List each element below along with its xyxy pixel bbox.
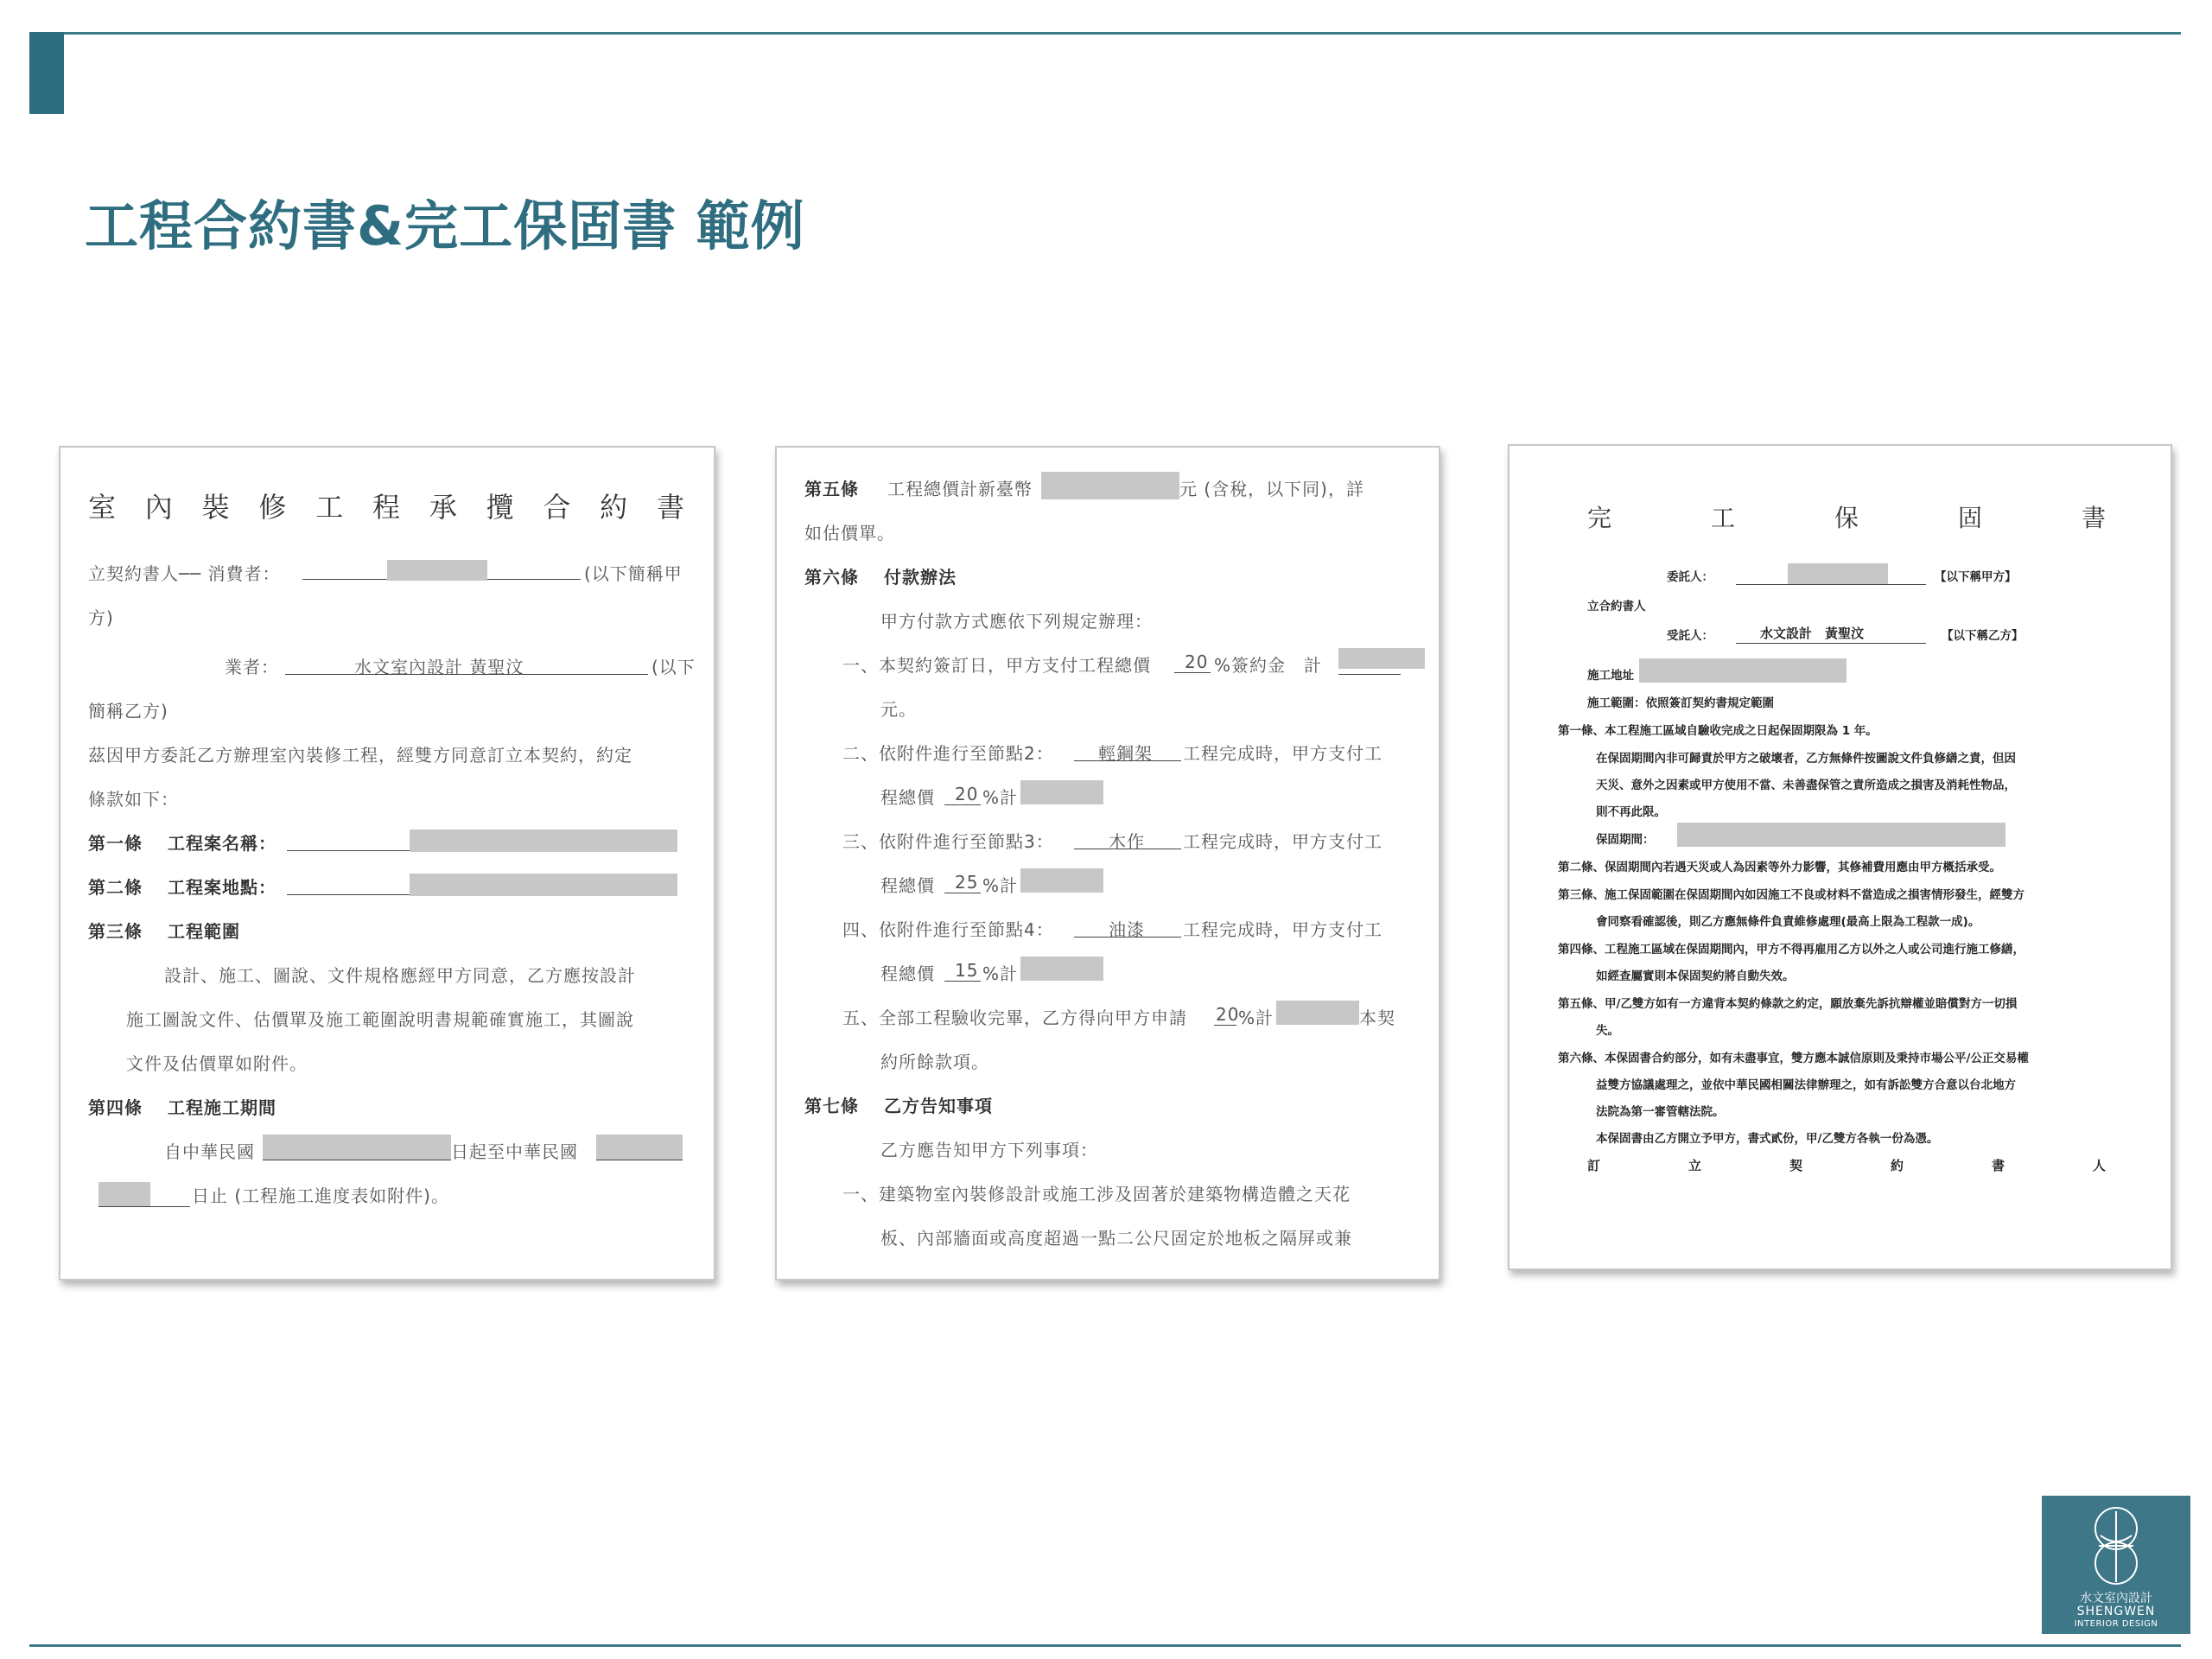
redaction bbox=[1020, 868, 1103, 893]
redaction bbox=[410, 874, 677, 896]
signature-line: 訂 立 契 約 書 人 bbox=[1587, 1158, 2106, 1173]
top-divider bbox=[29, 32, 2181, 35]
contractor-name: 水文室內設計 黃聖汶 bbox=[354, 657, 524, 677]
company-logo bbox=[2042, 1496, 2190, 1634]
contract-title: 室 內 裝 修 工 程 承 攬 合 約 書 bbox=[88, 491, 684, 524]
bottom-divider bbox=[29, 1644, 2181, 1647]
article-number: 第一條 bbox=[88, 833, 143, 854]
contract-page: 室 內 裝 修 工 程 承 攬 合 約 書 立契約書人── 消費者： (以下簡稱甲 方) 業者： 水文室內設計 黃聖汶 (以下 簡稱乙方) 茲因甲方委託乙方辦理室內裝修工程，經雙方同意訂立本契約，約定 條款如下： 第一條 工程案名稱： 第二條 工程案地點： 第三條 工程範圍 設計、施工、圖說、文件規格應經甲方同意，乙方應按設計 施工圖說文件、估價單及施工範圍說明書規範確實施工，其圖說 文件及估價單如附件。 第四條 工程施工期間 自中華民國 日起至中華民國 日止 (工程施工進度表如附件)。 bbox=[59, 446, 715, 1281]
redaction bbox=[1788, 563, 1888, 584]
redaction bbox=[1020, 780, 1103, 804]
warranty-page: 完 工 保 固 書 委託人： 【以下稱甲方】 立合約書人 受託人： 水文設計 黃聖汶 【以下稱乙方】 施工地址 施工範圍：依照簽訂契約書規定範圍 第一條、本工程施工區域自驗收完成之日起保固期限為 1 年。 在保固期間內非可歸責於甲方之破壞者，乙方無條件按圖說文件負修繕之責，但因 天災、意外之因素或甲方使用不當、未善盡保管之責所造成之損害及消耗性物品， 則不再此限。 保固期間： 第二條、保固期間內若遇天災或人為因素等外力影響，其修補費用應由甲方概括承受。 第三條、施工保固範圍在保固期間內如因施工不良或材料不當造成之損害情形發生，經雙方 會同察看確認後，則乙方應無條件負責維修處理(最高上限為工程款一成)。 第四條、工程施工區域在保固期間內，甲方不得再雇用乙方以外之人或公司進行施工修繕， 如經查屬實則本保固契約將自動失效。 第五條、甲/乙雙方如有一方違背本契約條款之約定，願放棄先訴抗辯權並賠償對方一切損 失。 第六條、本保固書合約部分，如有未盡事宜，雙方應本誠信原則及秉持市場公平/公正交易權 益雙方協議處理之，並依中華民國相關法律辦理之，如有訴訟雙方合意以台北地方 法院為第一審管轄法院。 本保固書由乙方開立予甲方，書式貳份，甲/乙雙方各執一份為憑。 訂 立 契 約 書 人 bbox=[1508, 444, 2172, 1270]
logo-name-zh: 水文室內設計 bbox=[2080, 1592, 2152, 1605]
accent-block bbox=[29, 32, 64, 114]
page-title: 工程合約書&完工保固書 範例 bbox=[85, 194, 805, 257]
logo-name-en: SHENGWEN bbox=[2076, 1605, 2156, 1618]
redaction bbox=[410, 830, 677, 852]
redaction bbox=[1639, 658, 1847, 683]
redaction bbox=[99, 1182, 150, 1206]
payment-page: 第五條 工程總價計新臺幣 元 (含稅，以下同)，詳 如估價單。 第六條 付款辦法 甲方付款方式應依下列規定辦理： 一、本契約簽訂日，甲方支付工程總價 20 %簽約金 計 元。 二、依附件進行至節點2： 輕鋼架 工程完成時，甲方支付工 程總價 20 %計 三、依附件進行至節點3： 木作 工程完成時，甲方支付工 程總價 25 %計 四、依附件進行至節點4： 油漆 工程完成時，甲方支付工 程總價 15 %計 五、全部工程驗收完畢，乙方得向甲方申請 20 %計 本契 約所餘款項。 第七條 乙方告知事項 乙方應告知甲方下列事項： 一、建築物室內裝修設計或施工涉及固著於建築物構造體之天花 板、內部牆面或高度超過一點二公尺固定於地板之隔屏或兼 bbox=[775, 446, 1440, 1281]
redaction bbox=[263, 1135, 451, 1160]
logo-mark-icon bbox=[2085, 1504, 2147, 1589]
redaction bbox=[1338, 648, 1425, 669]
redaction bbox=[1276, 1001, 1359, 1025]
article-title: 工程案名稱： bbox=[168, 833, 276, 854]
redaction bbox=[596, 1135, 683, 1160]
redaction bbox=[1041, 472, 1179, 499]
redaction bbox=[1677, 823, 2005, 847]
redaction bbox=[387, 560, 487, 581]
warranty-title: 完 工 保 固 書 bbox=[1587, 504, 2106, 532]
redaction bbox=[1020, 957, 1103, 981]
contract-line: 立契約書人── 消費者： bbox=[88, 563, 281, 584]
logo-sub: INTERIOR DESIGN bbox=[2074, 1619, 2158, 1629]
